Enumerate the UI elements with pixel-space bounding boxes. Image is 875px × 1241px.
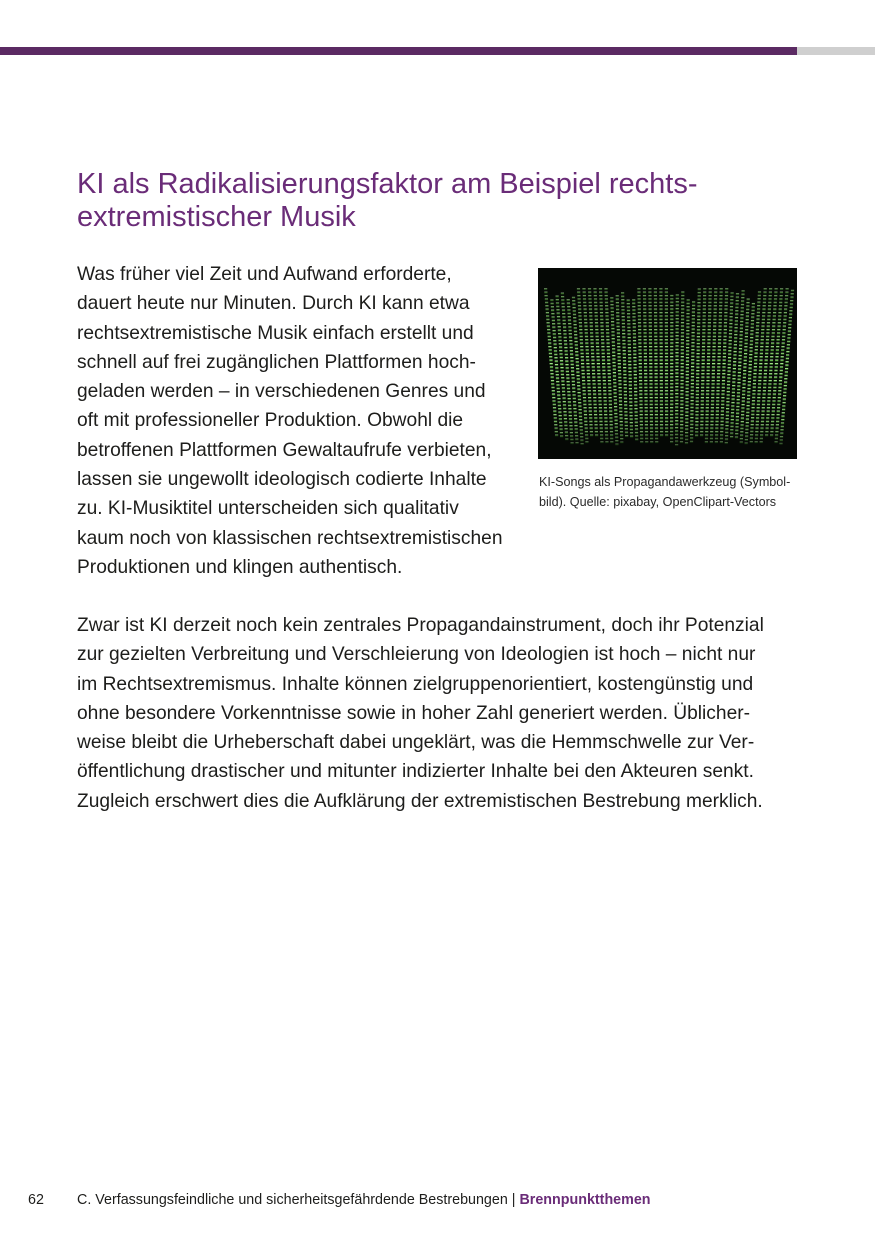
article-title: [77, 168, 797, 234]
text-line: geladen werden – in verschiedenen Genres und: [77, 381, 486, 403]
text-line: zur gezielten Verbreitung und Verschleierung von Ideologien ist hoch – nicht nur: [77, 644, 756, 666]
paragraph-2: [77, 611, 802, 816]
page-number: 62: [28, 1192, 44, 1208]
caption-line: KI-Songs als Propagandawerkzeug (Symbol-: [539, 475, 791, 489]
paragraph-1: [77, 260, 522, 582]
caption-line: bild). Quelle: pixabay, OpenClipart-Vectors: [539, 494, 777, 509]
text-line: weise bleibt die Urheberschaft dabei ungeklärt, was die Hemmschwelle zur Ver-: [77, 732, 755, 754]
text-line: Produktionen und klingen authentisch.: [77, 556, 403, 578]
text-line: schnell auf frei zugänglichen Plattformen hoch-: [77, 351, 476, 373]
page-footer: [28, 1190, 651, 1210]
top-grey-rule: [797, 47, 875, 55]
text-line: ohne besondere Vorkenntnisse sowie in hoher Zahl generiert werden. Üblicher-: [77, 702, 751, 724]
text-line: Zugleich erschwert dies die Aufklärung der extremistischen Bestrebung merklich.: [77, 790, 763, 812]
top-accent-rule: [0, 47, 797, 55]
equalizer-image: [538, 268, 797, 459]
footer-highlight: Brennpunktthemen: [519, 1192, 651, 1208]
text-line: lassen sie ungewollt ideologisch codierte Inhalte: [77, 469, 487, 491]
text-line: Was früher viel Zeit und Aufwand erforderte,: [77, 264, 452, 285]
text-line: öffentlichung drastischer und mitunter indizierter Inhalte bei den Akteuren senkt.: [77, 761, 754, 783]
image-shading: [538, 268, 797, 459]
text-line: rechtsextremistische Musik einfach erstellt und: [77, 322, 474, 344]
text-line: betroffenen Plattformen Gewaltaufrufe verbieten,: [77, 439, 492, 461]
text-line: zu. KI-Musiktitel unterscheiden sich qualitativ: [77, 498, 459, 520]
text-line: oft mit professioneller Produktion. Obwohl die: [77, 410, 464, 432]
figure-caption: [539, 473, 804, 512]
text-line: im Rechtsextremismus. Inhalte können zielgruppenorientiert, kostengünstig und: [77, 673, 754, 695]
footer-section: C. Verfassungsfeindliche und sicherheitsgefährdende Bestrebungen: [77, 1192, 508, 1208]
footer-separator: |: [507, 1192, 520, 1208]
text-line: kaum noch von klassischen rechtsextremistischen: [77, 527, 503, 549]
text-line: Zwar ist KI derzeit noch kein zentrales Propagandainstrument, doch ihr Potenzial: [77, 615, 764, 636]
audio-equalizer-icon: [538, 268, 797, 459]
text-line: dauert heute nur Minuten. Durch KI kann etwa: [77, 293, 470, 315]
title-line: KI als Radikalisierungsfaktor am Beispiel rechts-: [77, 168, 698, 200]
title-line: extremistischer Musik: [77, 201, 356, 233]
